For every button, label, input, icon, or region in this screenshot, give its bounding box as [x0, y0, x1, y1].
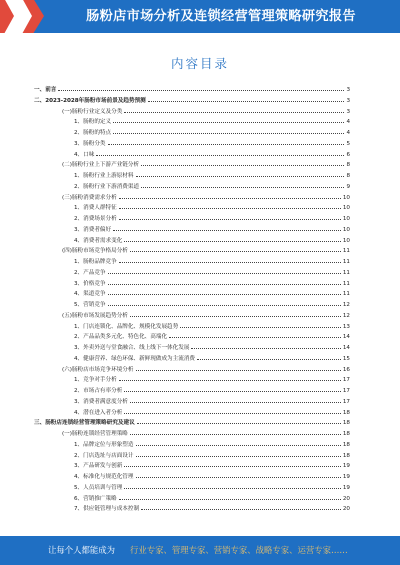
toc-leader-dots	[191, 347, 340, 349]
toc-entry-label: 3、肠粉分类	[74, 140, 106, 147]
toc-entry-label: 4、口味	[74, 151, 95, 158]
toc-heading: 内容目录	[170, 56, 229, 71]
toc-entry-page: 20	[342, 495, 350, 502]
toc-entry-page: 4	[346, 119, 350, 126]
logo-shape-icon	[0, 0, 44, 33]
toc-entry[interactable]	[74, 342, 350, 351]
toc-entry[interactable]	[62, 245, 350, 254]
toc-entry[interactable]	[74, 149, 350, 158]
toc-entry[interactable]	[74, 471, 350, 480]
toc-entry[interactable]	[74, 170, 350, 179]
toc-entry[interactable]	[34, 95, 350, 104]
toc-entry[interactable]	[62, 310, 350, 319]
toc-entry-page: 19	[342, 463, 350, 470]
toc-entry-page: 11	[342, 259, 350, 265]
toc-entry[interactable]	[74, 181, 350, 190]
toc-entry-label: 3、外卖外送与堂食融合、线上线下一体化发展	[74, 345, 190, 351]
toc-entry-label: 1、竞争对手分析	[74, 377, 117, 384]
toc-entry-label: (一)肠粉行业定义及分类	[62, 108, 123, 115]
toc-entry-page: 13	[342, 323, 350, 330]
toc-entry-page: 19	[342, 484, 350, 491]
toc-entry-page: 9	[346, 183, 350, 190]
toc-entry-label: 4、渠道竞争	[74, 291, 106, 298]
toc-entry[interactable]	[74, 127, 350, 136]
toc-entry-page: 20	[342, 506, 350, 513]
toc-leader-dots	[141, 164, 344, 166]
toc-entry-label: 2、门店选址与店面设计	[74, 452, 134, 459]
toc-entry-label: (三)肠粉消费需求分析	[62, 194, 117, 201]
toc-entry[interactable]	[74, 224, 350, 233]
toc-entry-label: (六)肠粉店市场竞争环境分析	[62, 366, 134, 373]
toc-entry[interactable]	[74, 503, 350, 512]
toc-entry[interactable]	[74, 235, 350, 244]
toc-entry-label: 1、门店连锁化、品牌化、规模化发展趋势	[74, 323, 179, 330]
toc-entry-label: (一)肠粉连锁经营管理策略	[62, 431, 128, 437]
footer-slogan-roles: 行业专家、管理专家、营销专家、战略专家、运营专家……	[130, 545, 348, 555]
toc-entry[interactable]	[74, 396, 350, 405]
toc-entry[interactable]	[74, 460, 350, 469]
toc-entry-page: 3	[346, 108, 350, 115]
toc-entry-label: 1、肠粉行业上游原材料	[74, 173, 134, 179]
toc-leader-dots	[197, 358, 341, 360]
toc-entry[interactable]	[74, 213, 350, 222]
toc-entry-label: 3、产品研发与创新	[74, 463, 123, 470]
toc-entry[interactable]	[74, 288, 350, 297]
toc-leader-dots	[119, 261, 341, 263]
toc-entry-page: 17	[342, 377, 350, 384]
toc-entry-page: 14	[342, 334, 350, 341]
toc-entry[interactable]	[62, 192, 350, 201]
toc-entry-label: 2、产品竞争	[74, 269, 106, 276]
toc-leader-dots	[169, 336, 341, 338]
toc-leader-dots	[141, 508, 341, 510]
toc-entry-page: 11	[342, 248, 350, 255]
toc-entry-page: 15	[342, 355, 350, 362]
toc-entry[interactable]	[62, 106, 350, 115]
toc-leader-dots	[141, 186, 344, 188]
toc-entry-page: 17	[342, 388, 350, 394]
toc-entry[interactable]	[74, 321, 350, 330]
toc-leader-dots	[108, 272, 341, 274]
toc-entry[interactable]	[62, 428, 350, 437]
toc-entry[interactable]	[74, 407, 350, 416]
toc-entry-label: 5、营销竞争	[74, 302, 106, 308]
footer-slogan: 让每个人都能成为	[48, 545, 115, 555]
toc-leader-dots	[124, 465, 341, 467]
toc-entry-label: 6、营销推广策略	[74, 495, 117, 502]
toc-leader-dots	[136, 175, 345, 177]
toc-entry-label: 7、供应链管理与成本控制	[74, 506, 140, 513]
toc-leader-dots	[113, 132, 344, 134]
toc-leader-dots	[130, 250, 341, 252]
toc-entry-label: 一、前言	[34, 87, 57, 93]
toc-entry-label: 2、产品品类多元化、特色化、高端化	[74, 334, 168, 341]
toc-leader-dots	[119, 197, 341, 199]
toc-leader-dots	[136, 476, 341, 478]
toc-entry-page: 6	[346, 151, 350, 158]
toc-entry-page: 18	[342, 409, 350, 416]
toc-entry[interactable]	[74, 493, 350, 502]
toc-entry-page: 4	[346, 130, 350, 136]
toc-leader-dots	[96, 154, 344, 156]
toc-entry[interactable]	[74, 450, 350, 459]
toc-leader-dots	[137, 422, 341, 424]
toc-entry-label: (五)肠粉市场发展趋势分析	[62, 312, 128, 319]
toc-leader-dots	[124, 240, 341, 242]
toc-entry-label: 2、肠粉行业下游消费渠道	[74, 183, 140, 190]
toc-entry[interactable]	[74, 299, 350, 308]
toc-entry-label: 1、肠粉的定义	[74, 119, 112, 126]
toc-entry-label: 2、市场占有率分析	[74, 388, 123, 394]
toc-entry-label: 2、消费场景分析	[74, 216, 117, 222]
toc-entry-page: 17	[342, 398, 350, 405]
toc-leader-dots	[124, 412, 341, 414]
toc-leader-dots	[113, 121, 344, 123]
toc-leader-dots	[108, 293, 341, 295]
footer-banner	[0, 536, 400, 565]
toc-leader-dots	[124, 111, 344, 113]
toc-leader-dots	[136, 444, 341, 446]
toc-entry-page: 18	[342, 441, 350, 448]
header-banner	[0, 0, 400, 33]
toc-entry-page: 10	[342, 216, 350, 222]
toc-leader-dots	[130, 433, 341, 435]
toc-leader-dots	[119, 498, 341, 500]
toc-leader-dots	[119, 379, 341, 381]
toc-entry-label: 4、消费者需求变化	[74, 237, 123, 244]
toc-entry-label: 1、品牌定位与形象塑造	[74, 441, 134, 448]
toc-leader-dots	[113, 229, 341, 231]
toc-entry[interactable]	[74, 374, 350, 383]
toc-entry-page: 10	[342, 194, 350, 201]
toc-entry[interactable]	[74, 439, 350, 448]
toc-entry-label: 1、消费人群特征	[74, 205, 117, 212]
toc-leader-dots	[108, 304, 341, 306]
toc-leader-dots	[124, 487, 341, 489]
toc-entry-label: (二)肠粉行业上下游产业链分析	[62, 162, 140, 169]
toc-leader-dots	[119, 218, 341, 220]
toc-entry[interactable]	[74, 138, 350, 147]
toc-entry[interactable]	[74, 482, 350, 491]
toc-entry-label: 二、2023-2028年肠粉市场前景及趋势预测	[34, 97, 146, 104]
report-title: 肠粉店市场分析及连锁经营管理策略研究报告	[86, 9, 356, 24]
toc-entry[interactable]	[62, 364, 350, 373]
toc-entry[interactable]	[74, 256, 350, 265]
toc-entry[interactable]	[74, 353, 350, 362]
toc-entry-label: 3、消费者偏好	[74, 226, 112, 233]
toc-entry-label: 1、肠粉品牌竞争	[74, 259, 117, 265]
toc-entry-label: (四)肠粉市场竞争格局分析	[62, 248, 128, 255]
toc-entry-page: 3	[346, 87, 350, 93]
toc-entry[interactable]	[34, 417, 350, 426]
toc-entry-page: 14	[342, 345, 350, 351]
toc-leader-dots	[108, 283, 341, 285]
toc-entry-page: 11	[342, 291, 350, 298]
toc-entry-page: 18	[342, 452, 350, 459]
toc-entry-page: 18	[342, 431, 350, 437]
toc-entry-page: 8	[346, 162, 350, 169]
toc-entry[interactable]	[74, 331, 350, 340]
toc-entry-page: 18	[342, 420, 350, 427]
toc-entry-page: 12	[342, 312, 350, 319]
toc-leader-dots	[148, 100, 345, 102]
toc-entry-label: 3、消费者满意度分析	[74, 398, 128, 405]
toc-leader-dots	[108, 143, 345, 145]
toc-entry[interactable]	[74, 116, 350, 125]
toc-leader-dots	[58, 89, 344, 91]
toc-leader-dots	[136, 369, 341, 371]
toc-entry-page: 5	[346, 140, 350, 147]
toc-entry-page: 3	[346, 97, 350, 104]
toc-entry-label: 4、标准化与规范化管理	[74, 474, 134, 480]
toc-leader-dots	[119, 207, 341, 209]
toc-entry-label: 5、人员培训与管理	[74, 484, 123, 491]
toc-leader-dots	[130, 401, 341, 403]
toc-entry[interactable]	[62, 159, 350, 168]
toc-entry[interactable]	[74, 202, 350, 211]
toc-entry-page: 8	[346, 173, 350, 179]
toc-entry[interactable]	[74, 278, 350, 287]
toc-leader-dots	[124, 390, 341, 392]
toc-entry-label: 4、健康营养、绿色环保、新鲜现做成为主流消费	[74, 355, 196, 362]
toc-entry-page: 11	[342, 280, 350, 287]
toc-entry-label: 三、肠粉店连锁经营管理策略研究及建议	[34, 420, 135, 427]
toc-entry-page: 11	[342, 269, 350, 276]
toc-entry-label: 3、价格竞争	[74, 280, 106, 287]
toc-entry-page: 12	[342, 302, 350, 308]
toc-entry-page: 10	[342, 237, 350, 244]
toc-entry[interactable]	[34, 84, 350, 93]
toc-entry[interactable]	[74, 267, 350, 276]
toc-leader-dots	[180, 326, 341, 328]
toc-leader-dots	[130, 315, 341, 317]
toc-leader-dots	[136, 455, 341, 457]
toc-entry[interactable]	[74, 385, 350, 394]
toc-entry-label: 4、潜在进入者分析	[74, 409, 123, 416]
toc-entry-page: 10	[342, 226, 350, 233]
toc-entry-label: 2、肠粉的特点	[74, 130, 112, 136]
toc-entry-page: 19	[342, 474, 350, 480]
toc-entry-page: 16	[342, 366, 350, 373]
toc-entry-page: 10	[342, 205, 350, 212]
